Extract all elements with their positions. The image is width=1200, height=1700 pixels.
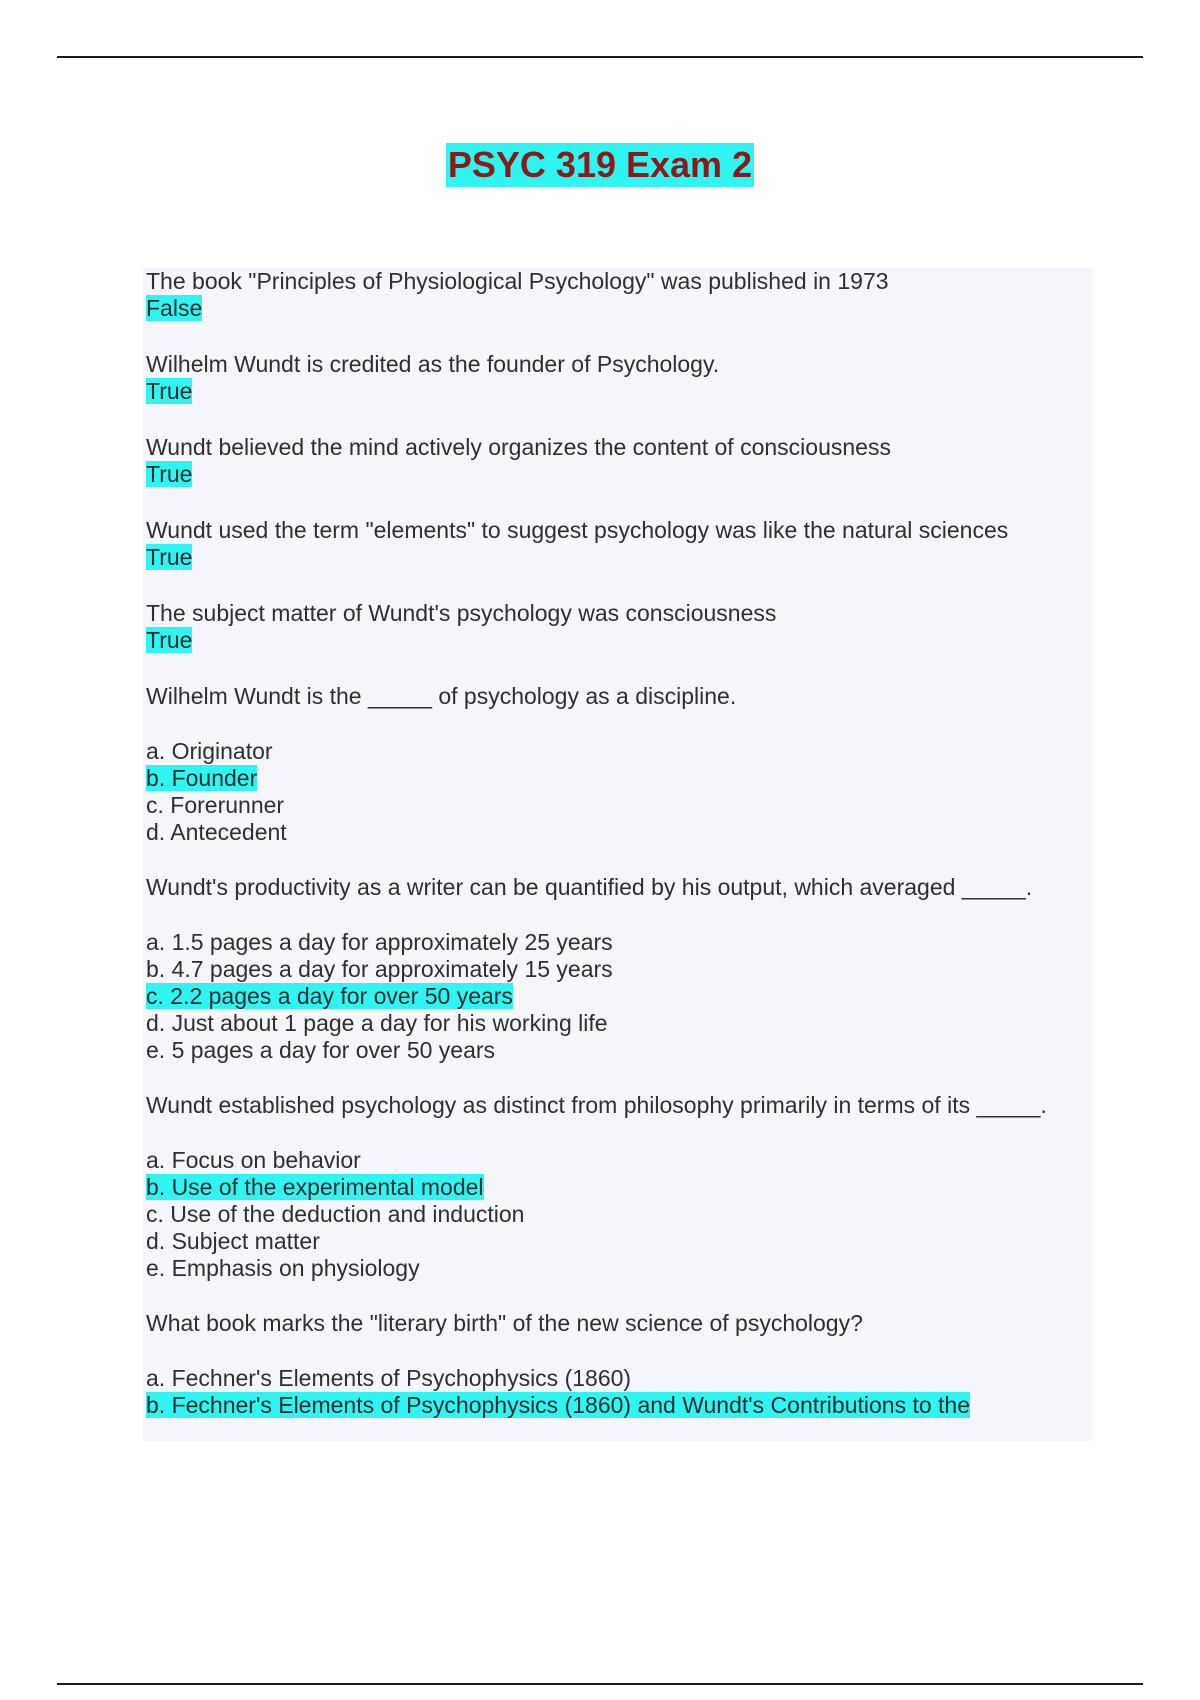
option-a: a. Fechner's Elements of Psychophysics (1860) — [146, 1365, 632, 1391]
question-text: Wilhelm Wundt is credited as the founder of Psychology. — [146, 351, 720, 377]
option-a: a. Focus on behavior — [146, 1147, 361, 1173]
option-c: c. Use of the deduction and induction — [146, 1201, 525, 1227]
mc-question-3 — [146, 1092, 1090, 1282]
option-b — [146, 765, 1090, 792]
question-text: Wundt established psychology as distinct from philosophy primarily in terms of its _____. — [146, 1092, 1047, 1118]
question-text: Wilhelm Wundt is the _____ of psychology as a discipline. — [146, 683, 737, 709]
question-text: What book marks the "literary birth" of the new science of psychology? — [146, 1310, 863, 1336]
option-b — [146, 1174, 1090, 1201]
option-d: d. Subject matter — [146, 1228, 320, 1254]
option-c — [146, 983, 1090, 1010]
title-container — [0, 143, 1200, 187]
question-text: Wundt believed the mind actively organizes the content of consciousness — [146, 434, 891, 460]
answer-highlight: True — [146, 544, 193, 570]
option-b: b. 4.7 pages a day for approximately 15 years — [146, 956, 613, 982]
mc-question-1 — [146, 683, 1090, 846]
document-title: PSYC 319 Exam 2 — [447, 144, 753, 185]
option-a: a. 1.5 pages a day for approximately 25 years — [146, 929, 613, 955]
answer-highlight: True — [146, 461, 193, 487]
option-a: a. Originator — [146, 738, 273, 764]
mc-question-4 — [146, 1310, 1090, 1419]
option-c: c. Forerunner — [146, 792, 285, 818]
question-text: Wundt used the term "elements" to suggest psychology was like the natural sciences — [146, 517, 1009, 543]
question-5 — [146, 600, 1090, 654]
correct-option-highlight: b. Founder — [146, 765, 258, 791]
option-e: e. Emphasis on physiology — [146, 1255, 420, 1281]
top-rule — [57, 56, 1143, 58]
option-d: d. Just about 1 page a day for his working life — [146, 1010, 608, 1036]
correct-option-highlight: c. 2.2 pages a day for over 50 years — [146, 983, 513, 1009]
question-3 — [146, 434, 1090, 488]
correct-option-highlight: b. Fechner's Elements of Psychophysics (1860) and Wundt's Contributions to the — [146, 1392, 971, 1418]
correct-option-highlight: b. Use of the experimental model — [146, 1174, 484, 1200]
question-text: The subject matter of Wundt's psychology was consciousness — [146, 600, 777, 626]
option-b — [146, 1392, 1090, 1419]
question-text: The book "Principles of Physiological Psychology" was published in 1973 — [146, 268, 889, 294]
option-d: d. Antecedent — [146, 819, 287, 845]
question-4 — [146, 517, 1090, 571]
bottom-rule — [57, 1683, 1143, 1685]
question-2 — [146, 351, 1090, 405]
option-e: e. 5 pages a day for over 50 years — [146, 1037, 496, 1063]
answer-highlight: False — [146, 295, 203, 321]
question-text: Wundt's productivity as a writer can be quantified by his output, which averaged _____. — [146, 874, 1033, 900]
mc-question-2 — [146, 874, 1090, 1064]
question-1 — [146, 268, 1090, 322]
answer-highlight: True — [146, 627, 193, 653]
answer-highlight: True — [146, 378, 193, 404]
exam-content — [143, 268, 1093, 1441]
